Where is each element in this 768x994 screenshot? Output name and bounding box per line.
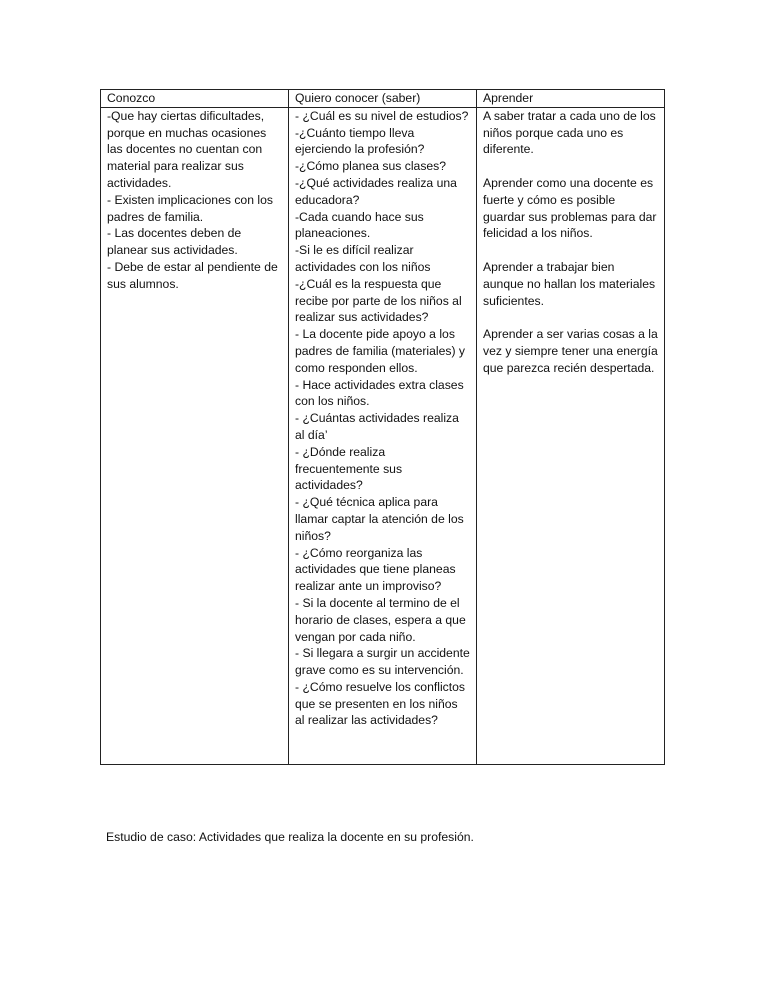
table-body-row <box>101 107 665 764</box>
quiero-conocer-item: - ¿Cómo reorganiza las actividades que tiene planeas realizar ante un improviso? <box>295 545 456 594</box>
quiero-conocer-item: - ¿Qué técnica aplica para llamar captar la atención de los niños? <box>295 495 464 543</box>
quiero-conocer-item: -¿Cómo planea sus clases? <box>295 159 447 174</box>
header-aprender: Aprender <box>477 90 665 108</box>
quiero-conocer-item: - ¿Dónde realiza frecuentemente sus actividades? <box>295 444 403 493</box>
quiero-conocer-item: -¿Cuál es la respuesta que recibe por parte de los niños al realizar sus actividades? <box>295 276 462 325</box>
conozco-item: - Las docentes deben de planear sus actividades. <box>107 226 242 258</box>
conozco-item: - Debe de estar al pendiente de sus alumnos. <box>107 259 278 291</box>
aprender-paragraph: A saber tratar a cada uno de los niños porque cada uno es diferente. <box>483 108 656 157</box>
quiero-conocer-item: - La docente pide apoyo a los padres de familia (materiales) y como responden ellos. <box>295 327 466 375</box>
quiero-conocer-item: -Si le es difícil realizar actividades con los niños <box>295 243 431 274</box>
case-study-caption: Estudio de caso: Actividades que realiza la docente en su profesión. <box>106 830 474 844</box>
cell-quiero-conocer <box>289 107 477 764</box>
quiero-conocer-item: - ¿Cuántas actividades realiza al día’ <box>295 411 459 442</box>
table-header-row <box>101 90 665 108</box>
cell-aprender <box>477 107 665 764</box>
quiero-conocer-item: -Cada cuando hace sus planeaciones. <box>295 209 424 241</box>
quiero-conocer-item: - ¿Cuál es su nivel de estudios? <box>295 108 469 123</box>
quiero-conocer-item: - Si llegara a surgir un accidente grave como es su intervención. <box>295 646 470 678</box>
quiero-conocer-item: -¿Qué actividades realiza una educadora? <box>295 175 457 207</box>
header-quiero-conocer: Quiero conocer (saber) <box>289 90 477 108</box>
quiero-conocer-item: -¿Cuánto tiempo lleva ejerciendo la profesión? <box>295 125 425 157</box>
conozco-item: -Que hay ciertas dificultades, porque en muchas ocasiones las docentes no cuentan con material para realizar sus actividades. <box>107 108 267 190</box>
header-conozco: Conozco <box>101 90 289 108</box>
kwl-table <box>100 89 665 765</box>
aprender-paragraph: Aprender como una docente es fuerte y cómo es posible guardar sus problemas para dar felicidad a los niños. <box>483 175 657 241</box>
quiero-conocer-item: - Si la docente al termino de el horario de clases, espera a que vengan por cada niño. <box>295 595 466 644</box>
conozco-item: - Existen implicaciones con los padres de familia. <box>107 192 273 224</box>
quiero-conocer-item: - Hace actividades extra clases con los niños. <box>295 377 464 409</box>
quiero-conocer-item: - ¿Cómo resuelve los conflictos que se presenten en los niños al realizar las actividades? <box>295 679 466 728</box>
cell-conozco <box>101 107 289 764</box>
aprender-paragraph: Aprender a trabajar bien aunque no hallan los materiales suficientes. <box>483 259 656 308</box>
aprender-paragraph: Aprender a ser varias cosas a la vez y siempre tener una energía que parezca recién despertada. <box>483 327 658 375</box>
